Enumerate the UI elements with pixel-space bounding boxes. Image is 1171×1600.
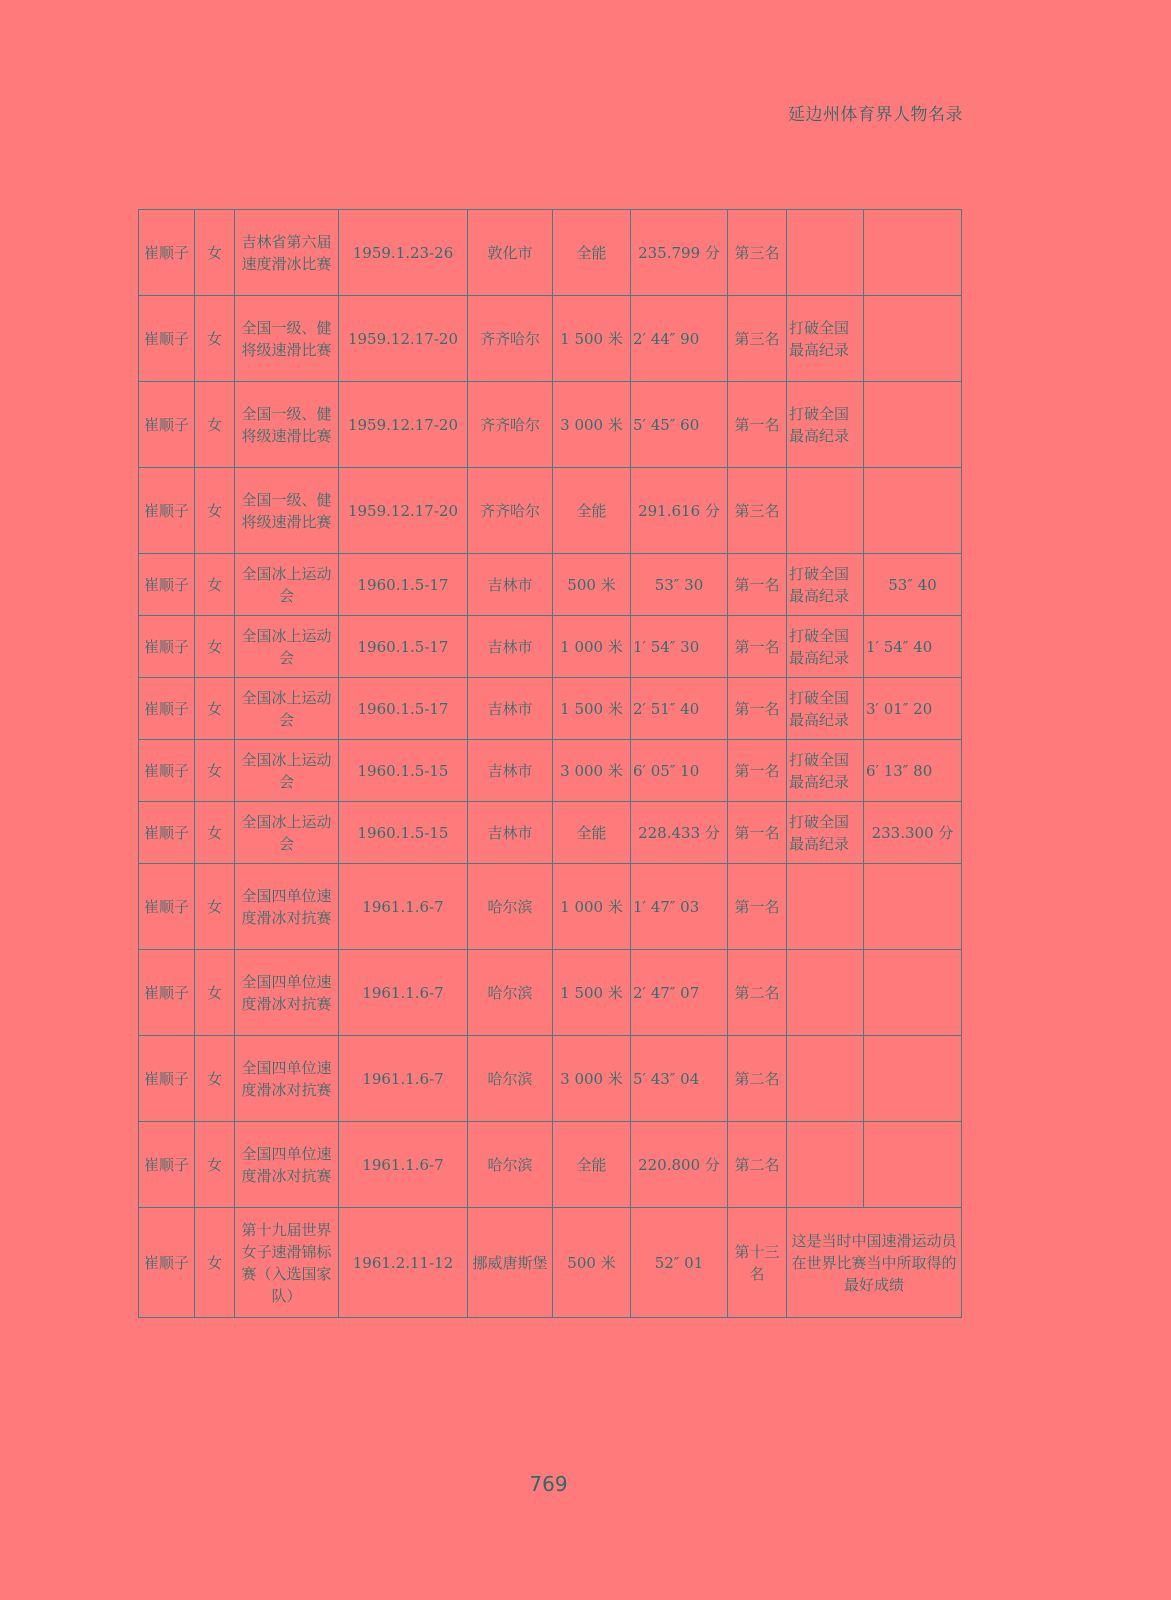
gender-cell: 女 <box>195 382 235 468</box>
note-cell <box>787 1036 864 1122</box>
date-cell: 1960.1.5-17 <box>339 554 468 616</box>
note-cell <box>787 1122 864 1208</box>
competition-cell: 第十九届世界女子速滑锦标赛（入选国家队） <box>235 1208 339 1318</box>
result-cell: 235.799 分 <box>631 210 728 296</box>
date-cell: 1961.1.6-7 <box>339 1122 468 1208</box>
competition-cell: 全国冰上运动会 <box>235 678 339 740</box>
note-cell <box>787 468 864 554</box>
table-row <box>139 468 962 554</box>
competition-cell: 全国四单位速度滑冰对抗赛 <box>235 864 339 950</box>
gender-cell: 女 <box>195 1208 235 1318</box>
event-cell: 全能 <box>553 468 631 554</box>
competition-cell: 全国一级、健将级速滑比赛 <box>235 468 339 554</box>
record-cell <box>864 210 962 296</box>
record-cell <box>864 864 962 950</box>
table-row <box>139 740 962 802</box>
place-cell: 哈尔滨 <box>468 1122 553 1208</box>
event-cell: 3 000 米 <box>553 382 631 468</box>
date-cell: 1960.1.5-17 <box>339 616 468 678</box>
date-cell: 1961.1.6-7 <box>339 864 468 950</box>
place-cell: 吉林市 <box>468 802 553 864</box>
place-cell: 敦化市 <box>468 210 553 296</box>
event-cell: 全能 <box>553 210 631 296</box>
date-cell: 1961.1.6-7 <box>339 950 468 1036</box>
rank-cell: 第一名 <box>728 740 787 802</box>
athlete-name-cell: 崔顺子 <box>139 296 195 382</box>
event-cell: 1 500 米 <box>553 678 631 740</box>
result-cell: 52″ 01 <box>631 1208 728 1318</box>
record-cell <box>864 950 962 1036</box>
rank-cell: 第三名 <box>728 210 787 296</box>
table-row <box>139 950 962 1036</box>
athlete-name-cell: 崔顺子 <box>139 802 195 864</box>
rank-cell: 第一名 <box>728 382 787 468</box>
record-cell: 233.300 分 <box>864 802 962 864</box>
place-cell: 哈尔滨 <box>468 864 553 950</box>
competition-cell: 全国一级、健将级速滑比赛 <box>235 296 339 382</box>
event-cell: 全能 <box>553 1122 631 1208</box>
record-cell: 3′ 01″ 20 <box>864 678 962 740</box>
rank-cell: 第一名 <box>728 678 787 740</box>
rank-cell: 第一名 <box>728 554 787 616</box>
result-cell: 2′ 44″ 90 <box>631 296 728 382</box>
table-row <box>139 296 962 382</box>
place-cell: 挪威唐斯堡 <box>468 1208 553 1318</box>
note-cell <box>787 950 864 1036</box>
note-cell <box>787 210 864 296</box>
gender-cell: 女 <box>195 554 235 616</box>
result-cell: 291.616 分 <box>631 468 728 554</box>
competition-cell: 全国四单位速度滑冰对抗赛 <box>235 950 339 1036</box>
place-cell: 哈尔滨 <box>468 1036 553 1122</box>
competition-cell: 全国冰上运动会 <box>235 616 339 678</box>
athlete-name-cell: 崔顺子 <box>139 678 195 740</box>
record-cell <box>864 468 962 554</box>
date-cell: 1961.2.11-12 <box>339 1208 468 1318</box>
place-cell: 哈尔滨 <box>468 950 553 1036</box>
table-row <box>139 382 962 468</box>
gender-cell: 女 <box>195 802 235 864</box>
note-cell: 打破全国最高纪录 <box>787 740 864 802</box>
athlete-name-cell: 崔顺子 <box>139 468 195 554</box>
athlete-name-cell: 崔顺子 <box>139 210 195 296</box>
rank-cell: 第一名 <box>728 864 787 950</box>
record-cell <box>864 296 962 382</box>
date-cell: 1959.12.17-20 <box>339 468 468 554</box>
rank-cell: 第十三名 <box>728 1208 787 1318</box>
event-cell: 500 米 <box>553 1208 631 1318</box>
note-cell: 打破全国最高纪录 <box>787 616 864 678</box>
event-cell: 3 000 米 <box>553 740 631 802</box>
place-cell: 齐齐哈尔 <box>468 382 553 468</box>
athlete-name-cell: 崔顺子 <box>139 554 195 616</box>
gender-cell: 女 <box>195 678 235 740</box>
result-cell: 5′ 45″ 60 <box>631 382 728 468</box>
table-row <box>139 1122 962 1208</box>
result-cell: 2′ 47″ 07 <box>631 950 728 1036</box>
athlete-name-cell: 崔顺子 <box>139 382 195 468</box>
gender-cell: 女 <box>195 468 235 554</box>
rank-cell: 第一名 <box>728 616 787 678</box>
competition-cell: 全国四单位速度滑冰对抗赛 <box>235 1036 339 1122</box>
note-cell: 打破全国最高纪录 <box>787 802 864 864</box>
note-cell: 打破全国最高纪录 <box>787 678 864 740</box>
place-cell: 吉林市 <box>468 678 553 740</box>
athlete-name-cell: 崔顺子 <box>139 950 195 1036</box>
table-row <box>139 210 962 296</box>
competition-cell: 全国冰上运动会 <box>235 740 339 802</box>
event-cell: 1 500 米 <box>553 950 631 1036</box>
athlete-name-cell: 崔顺子 <box>139 616 195 678</box>
result-cell: 6′ 05″ 10 <box>631 740 728 802</box>
place-cell: 齐齐哈尔 <box>468 468 553 554</box>
date-cell: 1961.1.6-7 <box>339 1036 468 1122</box>
table-row <box>139 616 962 678</box>
event-cell: 全能 <box>553 802 631 864</box>
table-row <box>139 1208 962 1318</box>
athlete-name-cell: 崔顺子 <box>139 1122 195 1208</box>
record-cell <box>864 1122 962 1208</box>
gender-cell: 女 <box>195 950 235 1036</box>
note-cell <box>787 864 864 950</box>
athlete-name-cell: 崔顺子 <box>139 864 195 950</box>
gender-cell: 女 <box>195 296 235 382</box>
result-cell: 5′ 43″ 04 <box>631 1036 728 1122</box>
event-cell: 1 000 米 <box>553 864 631 950</box>
result-cell: 228.433 分 <box>631 802 728 864</box>
athlete-name-cell: 崔顺子 <box>139 1208 195 1318</box>
table-row <box>139 1036 962 1122</box>
result-cell: 220.800 分 <box>631 1122 728 1208</box>
rank-cell: 第二名 <box>728 1036 787 1122</box>
result-cell: 2′ 51″ 40 <box>631 678 728 740</box>
table-row <box>139 554 962 616</box>
place-cell: 齐齐哈尔 <box>468 296 553 382</box>
date-cell: 1959.12.17-20 <box>339 296 468 382</box>
page-number: 769 <box>529 1472 568 1496</box>
note-cell: 这是当时中国速滑运动员在世界比赛当中所取得的最好成绩 <box>787 1208 962 1318</box>
date-cell: 1960.1.5-15 <box>339 802 468 864</box>
result-cell: 53″ 30 <box>631 554 728 616</box>
event-cell: 3 000 米 <box>553 1036 631 1122</box>
place-cell: 吉林市 <box>468 740 553 802</box>
gender-cell: 女 <box>195 740 235 802</box>
competition-cell: 全国冰上运动会 <box>235 802 339 864</box>
event-cell: 500 米 <box>553 554 631 616</box>
athlete-name-cell: 崔顺子 <box>139 740 195 802</box>
running-header: 延边州体育界人物名录 <box>788 105 963 125</box>
note-cell: 打破全国最高纪录 <box>787 296 864 382</box>
result-cell: 1′ 54″ 30 <box>631 616 728 678</box>
table-row <box>139 802 962 864</box>
date-cell: 1959.1.23-26 <box>339 210 468 296</box>
gender-cell: 女 <box>195 210 235 296</box>
gender-cell: 女 <box>195 1036 235 1122</box>
athlete-name-cell: 崔顺子 <box>139 1036 195 1122</box>
gender-cell: 女 <box>195 616 235 678</box>
table-row <box>139 864 962 950</box>
gender-cell: 女 <box>195 1122 235 1208</box>
result-cell: 1′ 47″ 03 <box>631 864 728 950</box>
competition-cell: 全国一级、健将级速滑比赛 <box>235 382 339 468</box>
event-cell: 1 000 米 <box>553 616 631 678</box>
date-cell: 1959.12.17-20 <box>339 382 468 468</box>
competition-cell: 全国四单位速度滑冰对抗赛 <box>235 1122 339 1208</box>
place-cell: 吉林市 <box>468 554 553 616</box>
place-cell: 吉林市 <box>468 616 553 678</box>
record-cell: 1′ 54″ 40 <box>864 616 962 678</box>
record-cell <box>864 382 962 468</box>
competition-cell: 吉林省第六届速度滑冰比赛 <box>235 210 339 296</box>
record-cell: 53″ 40 <box>864 554 962 616</box>
record-cell: 6′ 13″ 80 <box>864 740 962 802</box>
rank-cell: 第三名 <box>728 468 787 554</box>
date-cell: 1960.1.5-15 <box>339 740 468 802</box>
rank-cell: 第二名 <box>728 1122 787 1208</box>
rank-cell: 第二名 <box>728 950 787 1036</box>
event-cell: 1 500 米 <box>553 296 631 382</box>
note-cell: 打破全国最高纪录 <box>787 382 864 468</box>
record-cell <box>864 1036 962 1122</box>
competition-records-table <box>138 209 962 1318</box>
competition-cell: 全国冰上运动会 <box>235 554 339 616</box>
table-row <box>139 678 962 740</box>
note-cell: 打破全国最高纪录 <box>787 554 864 616</box>
gender-cell: 女 <box>195 864 235 950</box>
rank-cell: 第一名 <box>728 802 787 864</box>
rank-cell: 第三名 <box>728 296 787 382</box>
date-cell: 1960.1.5-17 <box>339 678 468 740</box>
